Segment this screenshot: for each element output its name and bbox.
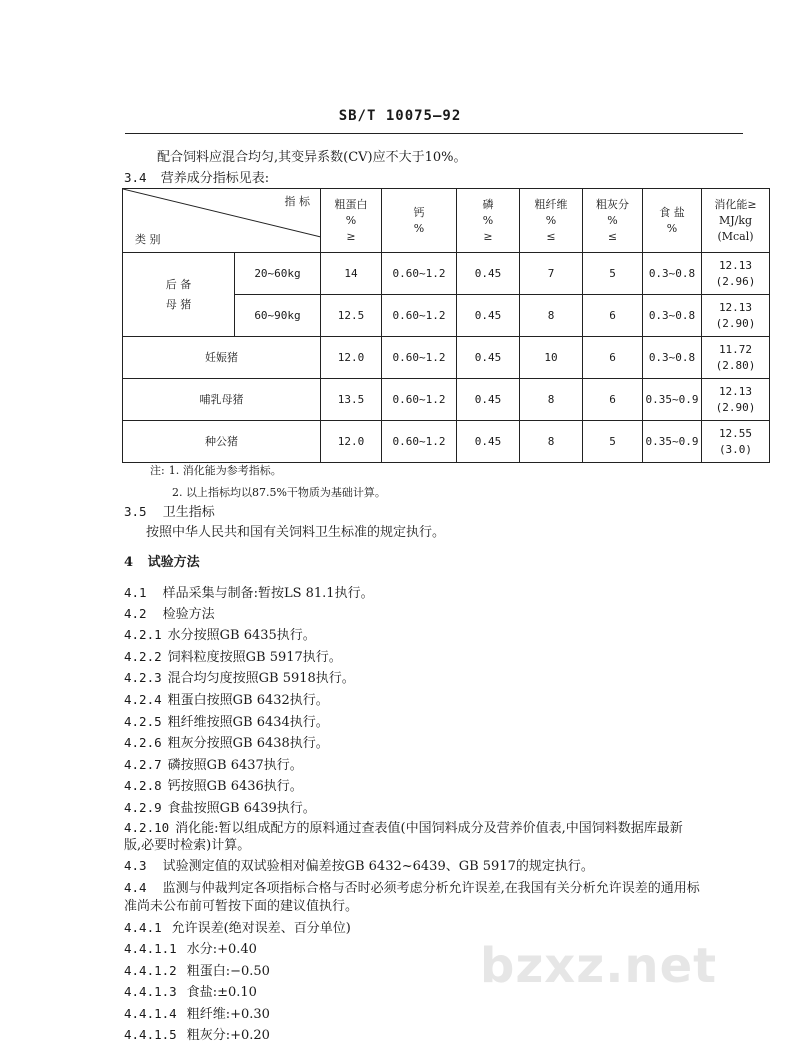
section-number: 3.5 bbox=[124, 504, 147, 519]
cell-calcium: 0.60~1.2 bbox=[382, 295, 457, 337]
table-row bbox=[123, 337, 770, 379]
item-4-2-3: 4.2.3 混合均匀度按照GB 5918执行。 bbox=[124, 670, 355, 686]
cell-ash: 5 bbox=[583, 253, 643, 295]
item-4-4-1: 4.4.1 允许误差(绝对误差、百分单位) bbox=[124, 920, 351, 936]
item-4-2-7: 4.2.7 磷按照GB 6437执行。 bbox=[124, 757, 303, 773]
cell-energy: 12.13 (2.90) bbox=[702, 379, 770, 421]
section-3-4-heading bbox=[124, 170, 269, 187]
cell-ash: 6 bbox=[583, 379, 643, 421]
row-label: 种公猪 bbox=[123, 421, 321, 463]
table-header-row bbox=[123, 189, 770, 253]
item-4-2: 4.2 检验方法 bbox=[124, 606, 215, 622]
cell-energy: 12.13 (2.90) bbox=[702, 295, 770, 337]
tolerance-item: 4.4.1.1 水分:+0.40 bbox=[124, 941, 257, 957]
item-4-4: 4.4 监测与仲裁判定各项指标合格与否时必须考虑分析允许误差,在我国有关分析允许误差的通用标 bbox=[124, 880, 700, 896]
table-note-1 bbox=[150, 463, 282, 479]
corner-label-category: 类 别 bbox=[135, 233, 161, 246]
item-4-2-10: 4.2.10 消化能:暂以组成配方的原料通过查表值(中国饲料成分及营养价值表,中国饲料数据库最新 bbox=[124, 820, 683, 836]
col-header-fiber: 粗纤维 % ≤ bbox=[520, 189, 583, 253]
cell-energy: 11.72 (2.80) bbox=[702, 337, 770, 379]
section-3-5-body: 按照中华人民共和国有关饲料卫生标准的规定执行。 bbox=[146, 525, 446, 540]
col-header-ash: 粗灰分 % ≤ bbox=[583, 189, 643, 253]
cell-salt: 0.35~0.9 bbox=[643, 379, 702, 421]
row-sub-label: 20~60kg bbox=[235, 253, 321, 295]
table-note-2: 2. 以上指标均以87.5%干物质为基础计算。 bbox=[172, 486, 386, 499]
tolerance-item: 4.4.1.3 食盐:±0.10 bbox=[124, 984, 257, 1000]
item-4-2-8: 4.2.8 钙按照GB 6436执行。 bbox=[124, 778, 303, 794]
item-4-3: 4.3 试验测定值的双试验相对偏差按GB 6432~6439、GB 5917的规定执行。 bbox=[124, 858, 594, 874]
table-row bbox=[123, 421, 770, 463]
row-sub-label: 60~90kg bbox=[235, 295, 321, 337]
cell-ash: 5 bbox=[583, 421, 643, 463]
col-header-calcium: 钙 % bbox=[382, 189, 457, 253]
tolerance-item: 4.4.1.5 粗灰分:+0.20 bbox=[124, 1027, 270, 1043]
cell-protein: 14 bbox=[321, 253, 382, 295]
section-number: 4 bbox=[124, 555, 134, 570]
col-header-salt: 食 盐 % bbox=[643, 189, 702, 253]
cell-fiber: 10 bbox=[520, 337, 583, 379]
tolerance-item: 4.4.1.4 粗纤维:+0.30 bbox=[124, 1006, 270, 1022]
section-number: 3.4 bbox=[124, 170, 147, 185]
cell-calcium: 0.60~1.2 bbox=[382, 253, 457, 295]
cell-salt: 0.35~0.9 bbox=[643, 421, 702, 463]
item-4-2-6: 4.2.6 粗灰分按照GB 6438执行。 bbox=[124, 735, 329, 751]
col-header-energy: 消化能≥ MJ/kg (Mcal) bbox=[702, 189, 770, 253]
cell-ash: 6 bbox=[583, 295, 643, 337]
watermark: bzxz.net bbox=[480, 938, 718, 994]
item-4-1: 4.1 样品采集与制备:暂按LS 81.1执行。 bbox=[124, 585, 374, 601]
section-title: 营养成分指标见表: bbox=[160, 171, 270, 186]
col-header-phosphorus: 磷 % ≥ bbox=[457, 189, 520, 253]
cell-phosphorus: 0.45 bbox=[457, 379, 520, 421]
standard-code-header: SB/T 10075—92 bbox=[338, 108, 462, 124]
row-label: 妊娠猪 bbox=[123, 337, 321, 379]
nutrition-table bbox=[122, 188, 770, 463]
cell-calcium: 0.60~1.2 bbox=[382, 421, 457, 463]
note-text: 1. 消化能为参考指标。 bbox=[168, 464, 282, 477]
cell-protein: 13.5 bbox=[321, 379, 382, 421]
item-4-2-1: 4.2.1 水分按照GB 6435执行。 bbox=[124, 627, 316, 643]
cell-fiber: 8 bbox=[520, 295, 583, 337]
item-4-2-2: 4.2.2 饲料粒度按照GB 5917执行。 bbox=[124, 649, 342, 665]
cell-fiber: 8 bbox=[520, 421, 583, 463]
cell-protein: 12.0 bbox=[321, 337, 382, 379]
corner-label-indicator: 指 标 bbox=[284, 195, 310, 208]
cell-phosphorus: 0.45 bbox=[457, 253, 520, 295]
item-4-2-9: 4.2.9 食盐按照GB 6439执行。 bbox=[124, 800, 316, 816]
item-4-2-4: 4.2.4 粗蛋白按照GB 6432执行。 bbox=[124, 692, 329, 708]
row-label: 哺乳母猪 bbox=[123, 379, 321, 421]
tolerance-item: 4.4.1.2 粗蛋白:−0.50 bbox=[124, 963, 270, 979]
cell-salt: 0.3~0.8 bbox=[643, 295, 702, 337]
section-3-5-heading bbox=[124, 504, 215, 521]
col-header-protein: 粗蛋白 % ≥ bbox=[321, 189, 382, 253]
cell-salt: 0.3~0.8 bbox=[643, 253, 702, 295]
cell-energy: 12.13 (2.96) bbox=[702, 253, 770, 295]
intro-paragraph: 配合饲料应混合均匀,其变异系数(CV)应不大于10%。 bbox=[157, 150, 467, 165]
row-group-label: 后 备 母 猪 bbox=[123, 253, 235, 337]
table-row bbox=[123, 379, 770, 421]
nutrition-table-wrapper bbox=[122, 188, 770, 463]
cell-protein: 12.0 bbox=[321, 421, 382, 463]
section-4-heading bbox=[124, 555, 200, 571]
cell-energy: 12.55 (3.0) bbox=[702, 421, 770, 463]
item-4-4-cont: 准尚未公布前可暂按下面的建议值执行。 bbox=[124, 899, 359, 914]
cell-calcium: 0.60~1.2 bbox=[382, 379, 457, 421]
cell-fiber: 7 bbox=[520, 253, 583, 295]
section-title: 卫生指标 bbox=[162, 505, 215, 520]
section-title: 试验方法 bbox=[147, 555, 200, 570]
item-4-2-10-cont: 版,必要时检索)计算。 bbox=[124, 838, 251, 853]
cell-salt: 0.3~0.8 bbox=[643, 337, 702, 379]
note-label: 注: bbox=[150, 464, 165, 477]
cell-phosphorus: 0.45 bbox=[457, 337, 520, 379]
table-row bbox=[123, 253, 770, 295]
header-rule bbox=[125, 133, 743, 134]
cell-protein: 12.5 bbox=[321, 295, 382, 337]
cell-phosphorus: 0.45 bbox=[457, 295, 520, 337]
cell-phosphorus: 0.45 bbox=[457, 421, 520, 463]
item-4-2-5: 4.2.5 粗纤维按照GB 6434执行。 bbox=[124, 714, 329, 730]
cell-fiber: 8 bbox=[520, 379, 583, 421]
table-corner-cell bbox=[123, 189, 321, 253]
cell-calcium: 0.60~1.2 bbox=[382, 337, 457, 379]
cell-ash: 6 bbox=[583, 337, 643, 379]
